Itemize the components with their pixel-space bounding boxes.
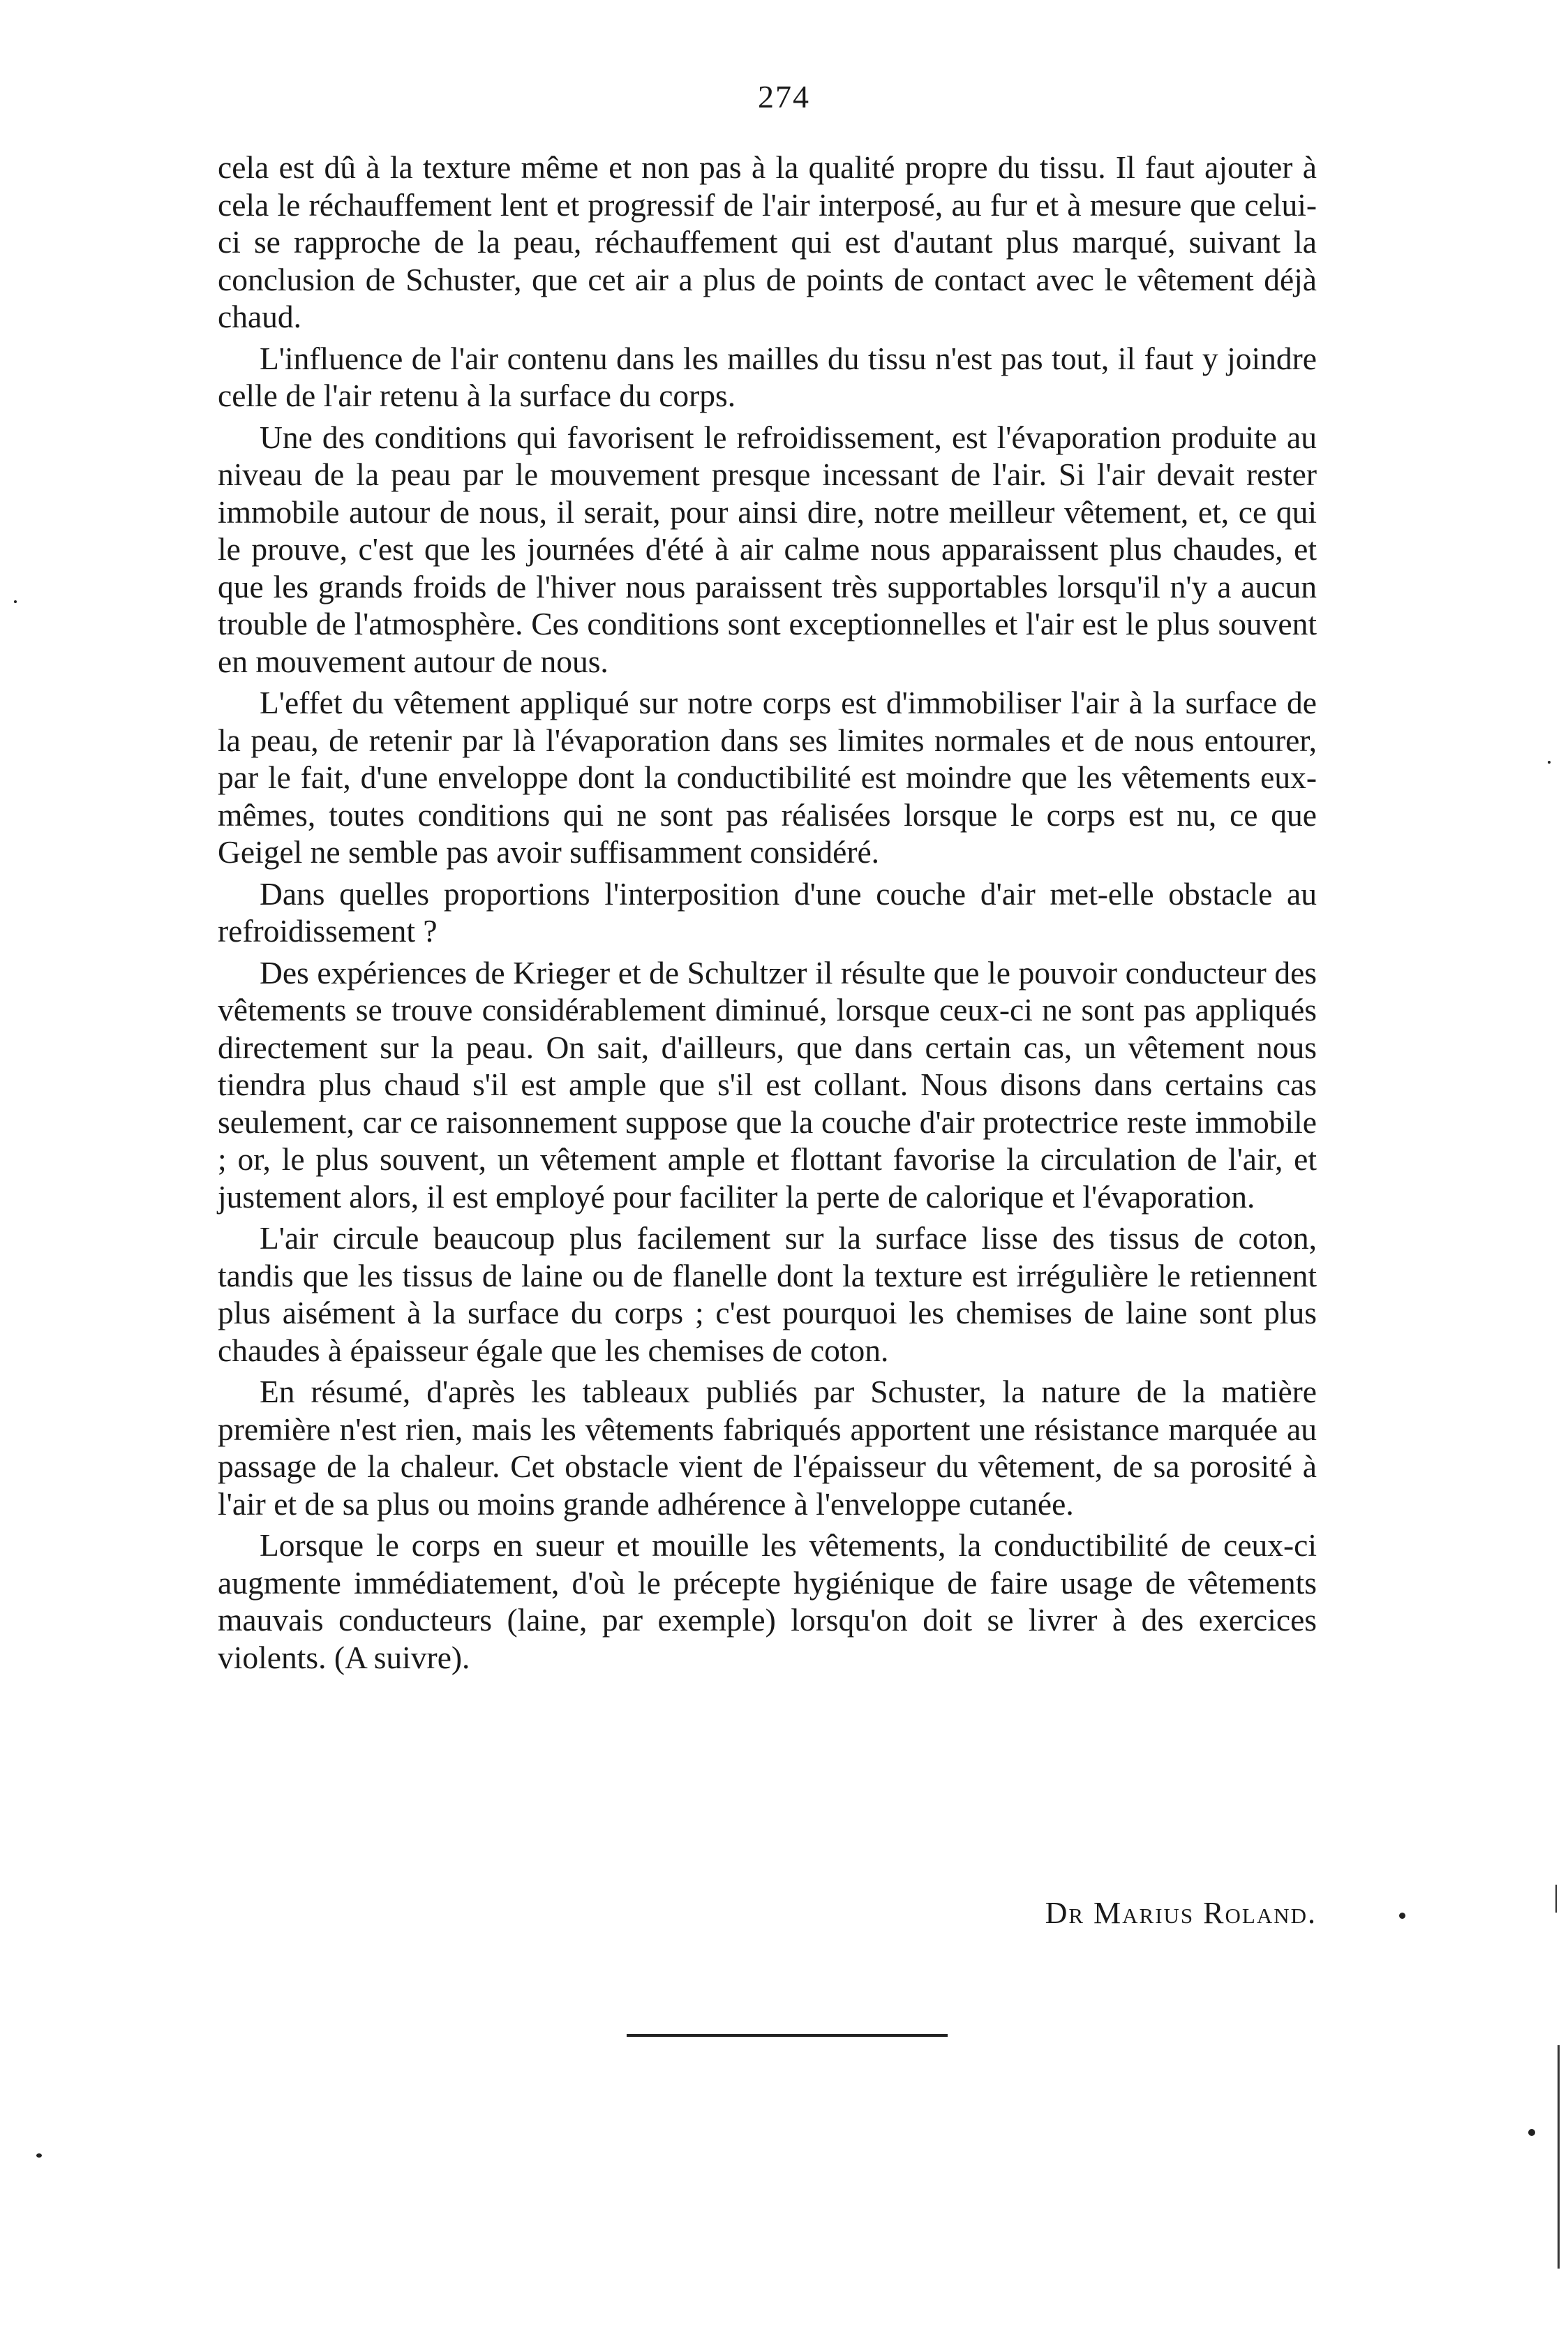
scan-speck xyxy=(1528,2129,1535,2136)
paragraph-experiments: Des expériences de Krieger et de Schultzer il résulte que le pouvoir conducteur des vêtements se trouve considérablement diminué, lorsque ceux-ci ne sont pas appliqués directement sur la peau. On sait, d'ailleurs, que dans certain cas, un vêtement nous tiendra plus chaud s'il est ample que s'il est collant. Nous disons dans certains cas seulement, car ce raisonnement suppose que la couche d'air protectrice reste immobile ; or, le plus souvent, un vêtement ample et flottant favorise la circulation de l'air, et justement alors, il est employé pour faciliter la perte de calorique et l'évaporation. xyxy=(218,954,1317,1215)
paragraph-air-circulation: L'air circule beaucoup plus facilement sur la surface lisse des tissus de coton, tandis que les tissus de laine ou de flanelle dont la texture est irrégulière le retiennent plus aisément à la surface du corps ; c'est pourquoi les chemises de laine sont plus chaudes à épaisseur égale que les chemises de coton. xyxy=(218,1220,1317,1368)
page-edge-mark xyxy=(1555,1885,1557,1913)
page-number: 274 xyxy=(758,79,810,114)
paragraph-continuation: cela est dû à la texture même et non pas à la qualité propre du tissu. Il faut ajouter à cela le réchauffement lent et progressif de l'air interposé, au fur et à mesure que celui-ci se rapproche de la peau, réchauffement qui est d'autant plus marqué, suivant la conclusion de Schuster, que cet air a plus de points de contact avec le vêtement déjà chaud. xyxy=(218,149,1317,334)
scan-speck xyxy=(1399,1913,1405,1919)
paragraph-air-influence: L'influence de l'air contenu dans les mailles du tissu n'est pas tout, il faut y joindre celle de l'air retenu à la surface du corps. xyxy=(218,340,1317,413)
paragraph-evaporation: Une des conditions qui favorisent le refroidissement, est l'évaporation produite au niveau de la peau par le mouvement presque incessant de l'air. Si l'air devait rester immobile autour de nous, il serait, pour ainsi dire, notre meilleur vêtement, et, ce qui le prouve, c'est que les journées d'été à air calme nous apparaissent plus chaudes, et que les grands froids de l'hiver nous paraissent très supportables lorsqu'il n'y a aucun trouble de l'atmosphère. Ces conditions sont exceptionnelles et l'air est le plus souvent en mouvement autour de nous. xyxy=(218,419,1317,679)
article-body xyxy=(218,149,1317,1680)
scan-speck xyxy=(36,2153,42,2158)
scan-speck xyxy=(14,600,17,603)
paragraph-garment-effect: L'effet du vêtement appliqué sur notre corps est d'immobiliser l'air à la surface de la peau, de retenir par là l'évaporation dans ses limites normales et de nous entourer, par le fait, d'une enveloppe dont la conductibilité est moindre que les vêtements eux-mêmes, toutes conditions qui ne sont pas réalisées lorsque le corps est nu, ce que Geigel ne semble pas avoir suffisamment considéré. xyxy=(218,685,1317,870)
scan-speck xyxy=(1548,761,1551,764)
author-signature: Dr Marius Roland. xyxy=(1045,1896,1317,1930)
paragraph-summary: En résumé, d'après les tableaux publiés par Schuster, la nature de la matière première n'est rien, mais les vêtements fabriqués apportent une résistance marquée au passage de la chaleur. Cet obstacle vient de l'épaisseur du vêtement, de sa porosité à l'air et de sa plus ou moins grande adhérence à l'enveloppe cutanée. xyxy=(218,1374,1317,1522)
paragraph-question: Dans quelles proportions l'interposition d'une couche d'air met-elle obstacle au refroidissement ? xyxy=(218,875,1317,949)
end-rule-divider xyxy=(627,2034,948,2037)
page-edge-mark xyxy=(1558,2045,1560,2269)
paragraph-sweat: Lorsque le corps en sueur et mouille les vêtements, la conductibilité de ceux-ci augmente immédiatement, d'où le précepte hygiénique de faire usage de vêtements mauvais conducteurs (laine, par exemple) lorsqu'on doit se livrer à des exercices violents. (A suivre). xyxy=(218,1527,1317,1675)
